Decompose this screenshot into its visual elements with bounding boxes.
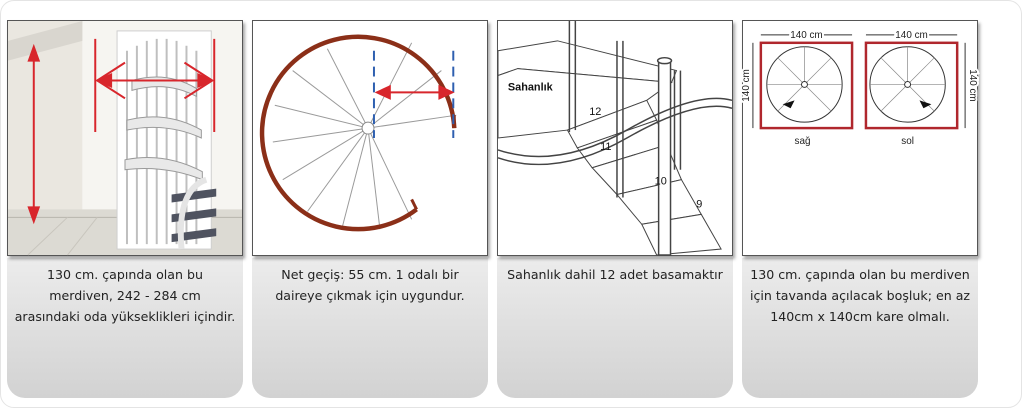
card-caption: Net geçiş: 55 cm. 1 odalı bir daireye çıkmak için uygundur. bbox=[275, 267, 465, 303]
info-card-ceiling-opening bbox=[742, 8, 978, 398]
step-12-label: 12 bbox=[589, 106, 602, 119]
card-caption: 130 cm. çapında olan bu merdiven, 242 - 284 cm arasındaki oda yükseklikleri içindir. bbox=[14, 267, 236, 324]
card-caption: Sahanlık dahil 12 adet basamaktır bbox=[507, 267, 723, 282]
stair-plan-diagram[interactable] bbox=[252, 20, 488, 256]
stair-photo[interactable] bbox=[7, 20, 243, 256]
stair-photo-illustration bbox=[8, 21, 242, 255]
left-height-label: 140 cm bbox=[967, 69, 979, 102]
step-10-label: 10 bbox=[654, 175, 667, 188]
step-diagram-illustration bbox=[498, 21, 732, 255]
info-card-net-passage bbox=[252, 8, 488, 398]
info-card-room-height bbox=[7, 8, 243, 398]
spiral-plan-illustration bbox=[253, 21, 487, 255]
right-width-label: 140 cm bbox=[790, 29, 823, 41]
ceiling-opening-diagram[interactable] bbox=[742, 20, 978, 256]
right-height-label: 140 cm bbox=[740, 69, 752, 102]
stair-step-diagram[interactable] bbox=[497, 20, 733, 256]
card-caption: 130 cm. çapında olan bu merdiven için tavanda açılacak boşluk; en az 140cm x 140cm kare olmalı. bbox=[749, 267, 971, 324]
step-9-label: 9 bbox=[696, 198, 703, 211]
opening-plan-illustration bbox=[740, 21, 979, 255]
right-variant-label: sağ bbox=[794, 135, 811, 147]
left-width-label: 140 cm bbox=[895, 29, 928, 41]
info-card-step-count bbox=[497, 8, 733, 398]
step-11-label: 11 bbox=[600, 140, 612, 153]
landing-label: Sahanlık bbox=[507, 81, 553, 94]
left-variant-label: sol bbox=[901, 135, 914, 147]
